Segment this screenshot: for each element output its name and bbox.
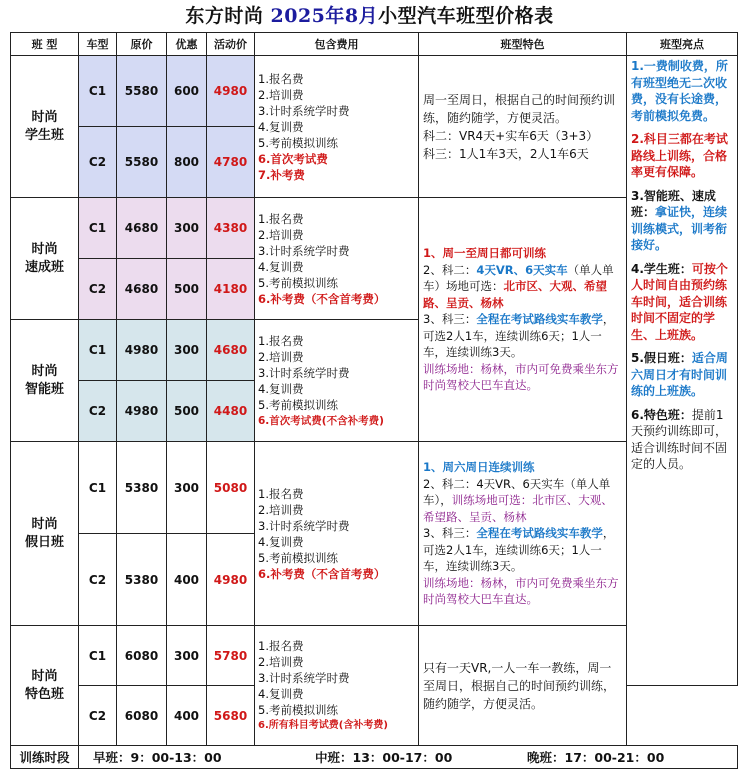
training-times: [79, 746, 738, 769]
class-name-student: 时尚 学生班: [11, 56, 79, 198]
header-discount: 优惠: [167, 33, 207, 56]
activity-price: 4980: [207, 56, 255, 127]
class-name-holiday: 时尚 假日班: [11, 442, 79, 626]
discount: 600: [167, 56, 207, 127]
training-times-label: 训练时段: [11, 746, 79, 769]
original-price: 4980: [117, 320, 167, 381]
features-holiday: 1、周六周日连续训练 2、科二：4天VR、6天实车（单人单车），训练场地可选：北市区、大观、希望路、呈贡、杨林 3、科三：全程在考试路线实车教学，可选2人1车，连续训练6天；1人一车，连续训练3天。 训练场地：杨林，市内可免费乘坐东方时尚驾校大巴车直达。: [419, 442, 627, 626]
original-price: 6080: [117, 626, 167, 686]
activity-price: 4680: [207, 320, 255, 381]
fees-speed: 1.报名费 2.培训费 3.计时系统学时费 4.复训费 5.考前模拟训练 6.补考费（不含首考费）: [255, 198, 419, 320]
evening-shift: 晚班：17：00-21：00: [527, 750, 665, 765]
features-student: 周一至周日，根据自己的时间预约训练，随约随学，方便灵活。 科二：VR4天+实车6天（3+3） 科三：1人1车3天，2人1车6天: [419, 56, 627, 198]
class-name-smart: 时尚 智能班: [11, 320, 79, 442]
original-price: 5380: [117, 534, 167, 626]
page-title: [0, 0, 739, 32]
header-features: 班型特色: [419, 33, 627, 56]
training-times-row: [11, 746, 738, 769]
price-table: [10, 32, 738, 769]
table-row: [11, 56, 738, 127]
title-suffix: 小型汽车班型价格表: [378, 5, 554, 27]
car-type: C2: [79, 381, 117, 442]
activity-price: 4480: [207, 381, 255, 442]
discount: 300: [167, 442, 207, 534]
car-type: C1: [79, 320, 117, 381]
original-price: 4680: [117, 198, 167, 259]
fees-holiday: 1.报名费 2.培训费 3.计时系统学时费 4.复训费 5.考前模拟训练 6.补考费（不含首考费）: [255, 442, 419, 626]
original-price: 4980: [117, 381, 167, 442]
activity-price: 4180: [207, 259, 255, 320]
features-speed-smart: 1、周一至周日都可训练 2、科二：4天VR、6天实车（单人单车）场地可选：北市区、大观、希望路、呈贡、杨林 3、科三：全程在考试路线实车教学，可选2人1车，连续训练6天；1人一车，连续训练3天。 训练场地：杨林，市内可免费乘坐东方时尚驾校大巴车直达。: [419, 198, 627, 442]
car-type: C2: [79, 127, 117, 198]
discount: 500: [167, 259, 207, 320]
header-original-price: 原价: [117, 33, 167, 56]
original-price: 5380: [117, 442, 167, 534]
noon-shift: 中班：13：00-17：00: [315, 750, 453, 765]
discount: 500: [167, 381, 207, 442]
activity-price: 4980: [207, 534, 255, 626]
header-included-fees: 包含费用: [255, 33, 419, 56]
activity-price: 4780: [207, 127, 255, 198]
activity-price: 4380: [207, 198, 255, 259]
discount: 300: [167, 198, 207, 259]
car-type: C2: [79, 259, 117, 320]
fees-smart: 1.报名费 2.培训费 3.计时系统学时费 4.复训费 5.考前模拟训练 6.首次考试费(不含补考费): [255, 320, 419, 442]
fees-student: 1.报名费 2.培训费 3.计时系统学时费 4.复训费 5.考前模拟训练 6.首次考试费 7.补考费: [255, 56, 419, 198]
activity-price: 5780: [207, 626, 255, 686]
class-name-speed: 时尚 速成班: [11, 198, 79, 320]
activity-price: 5080: [207, 442, 255, 534]
title-date: 2025年8月: [270, 5, 379, 27]
car-type: C1: [79, 626, 117, 686]
header-class-type: 班 型: [11, 33, 79, 56]
fees-special: 1.报名费 2.培训费 3.计时系统学时费 4.复训费 5.考前模拟训练 6.所有科目考试费(含补考费): [255, 626, 419, 746]
discount: 400: [167, 534, 207, 626]
car-type: C2: [79, 686, 117, 746]
title-prefix: 东方时尚: [185, 5, 264, 27]
discount: 400: [167, 686, 207, 746]
header-row: [11, 33, 738, 56]
features-special: 只有一天VR,一人一车一教练，周一至周日，根据自己的时间预约训练，随约随学，方便灵活。: [419, 626, 627, 746]
discount: 300: [167, 626, 207, 686]
header-activity-price: 活动价: [207, 33, 255, 56]
highlights: 1.一费制收费，所有班型绝无二次收费，没有长途费，考前模拟免费。 2.科目三都在考试路线上训练，合格率更有保障。 3.智能班、速成班：拿证快，连续训练模式，训考衔接好。 4.学生班：可按个人时间自由预约练车时间，适合训练时间不固定的学生、上班族。 5.假日班：适合周六周日才有时间训练的上班族。 6.特色班：提前1天预约训练即可，适合训练时间不固定的人员。: [627, 56, 738, 686]
discount: 800: [167, 127, 207, 198]
car-type: C2: [79, 534, 117, 626]
activity-price: 5680: [207, 686, 255, 746]
header-car-type: 车型: [79, 33, 117, 56]
car-type: C1: [79, 56, 117, 127]
original-price: 5580: [117, 56, 167, 127]
original-price: 6080: [117, 686, 167, 746]
discount: 300: [167, 320, 207, 381]
car-type: C1: [79, 198, 117, 259]
car-type: C1: [79, 442, 117, 534]
class-name-special: 时尚 特色班: [11, 626, 79, 746]
header-highlights: 班型亮点: [627, 33, 738, 56]
morning-shift: 早班：9：00-13：00: [93, 750, 222, 765]
original-price: 4680: [117, 259, 167, 320]
original-price: 5580: [117, 127, 167, 198]
